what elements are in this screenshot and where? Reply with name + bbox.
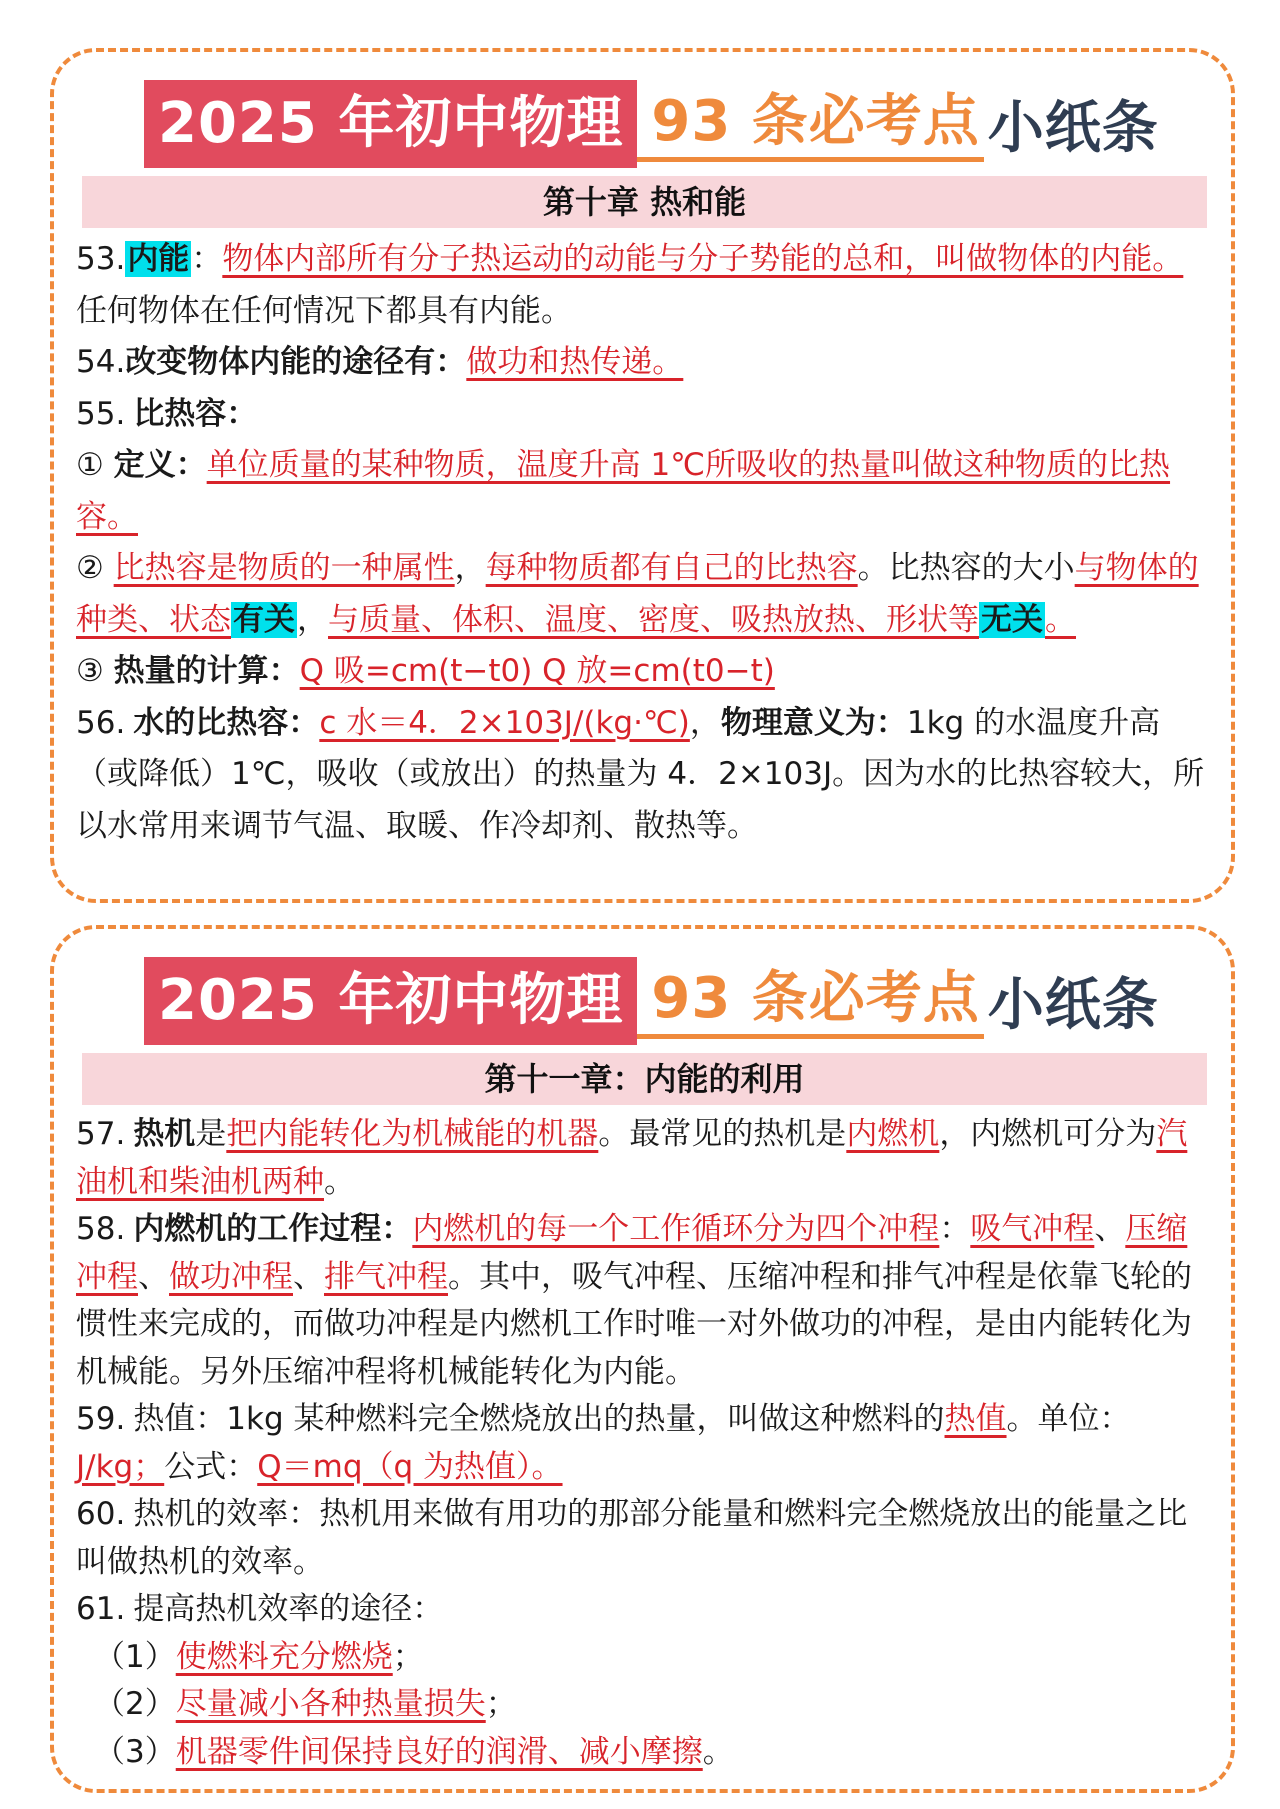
- list-marker: （2）: [94, 1686, 176, 1722]
- red-text: 尽量减小各种热量损失: [175, 1686, 486, 1722]
- answer-text: 做功和热传递。: [466, 344, 684, 380]
- item-number: 58.: [76, 1211, 126, 1247]
- item-61-2: [76, 1681, 1211, 1729]
- red-text: 与质量、体积、温度、密度、吸热放热、形状等: [328, 601, 979, 638]
- chapter-heading: 第十一章：内能的利用: [82, 1053, 1207, 1105]
- item-number: 53.: [76, 241, 126, 277]
- term-calorific-value: 热值: [944, 1401, 1007, 1437]
- banner-orange-part: 93 条必考点: [637, 964, 983, 1039]
- definition-specific-heat: 单位质量的某种物质，温度升高 1℃所吸收的热量叫做这种物质的比热容。: [76, 447, 1171, 535]
- text-note: 热机的效率：热机用来做有用功的那部分能量和燃料完全燃烧放出的能量之比叫做热机的效率。: [76, 1496, 1188, 1580]
- item-number: 61.: [76, 1591, 126, 1627]
- item-56: [76, 698, 1211, 853]
- item-number: 57.: [76, 1116, 126, 1152]
- definition-internal-energy: 物体内部所有分子热运动的动能与分子势能的总和，叫做物体的内能。: [222, 241, 1184, 277]
- item-53: [76, 234, 1211, 337]
- banner-dark-part: 小纸条: [987, 96, 1159, 161]
- item-54: [76, 337, 1211, 389]
- item-55-3: [76, 646, 1211, 698]
- circled-number: ①: [76, 447, 104, 483]
- separator: ，: [689, 704, 721, 741]
- text-note: 任何物体在任何情况下都具有内能。: [76, 292, 572, 329]
- sub-label: 物理意义为：: [720, 704, 907, 741]
- end-mark: 。: [702, 1733, 734, 1770]
- item-59: [76, 1396, 1211, 1491]
- end-mark: 。: [1045, 601, 1076, 638]
- red-text: 机器零件间保持良好的润滑、减小摩擦: [175, 1733, 703, 1770]
- item-61-1: [76, 1634, 1211, 1682]
- chapter-content: [76, 1111, 1211, 1776]
- item-title: 内燃机的工作过程：: [133, 1211, 413, 1247]
- list-marker: （3）: [94, 1733, 176, 1770]
- text-note: 公式：: [164, 1448, 258, 1485]
- item-title: 比热容：: [133, 395, 258, 432]
- text-note: ，内燃机可分为: [939, 1116, 1157, 1152]
- separator: ，: [454, 550, 486, 586]
- chapter-content: [76, 234, 1211, 852]
- stroke-power: 做功冲程: [169, 1258, 293, 1295]
- note-card-chapter-10: [50, 48, 1235, 903]
- item-61: [76, 1586, 1211, 1634]
- text-note: 。其中，吸气冲程、压缩冲程和排气冲程是依靠飞轮的惯性来完成的，而做功冲程是内燃机工作时唯一对外做功的冲程，是由内能转化为机械能。另外压缩冲程将机械能转化为内能。: [76, 1258, 1192, 1390]
- term-internal-energy: 内能: [127, 241, 190, 277]
- definition-heat-engine: 把内能转化为机械能的机器: [226, 1116, 599, 1152]
- water-specific-heat-value: c 水＝4．2×103J/(kg·℃): [319, 704, 690, 741]
- red-text: 比热容是物质的一种属性: [113, 550, 455, 586]
- formula-calorific: Q＝mq（q 为热值）。: [257, 1448, 563, 1485]
- highlight-unrelated: 无关: [981, 601, 1043, 638]
- end-mark: ；: [485, 1686, 517, 1722]
- circled-number: ②: [76, 550, 104, 586]
- note-card-chapter-11: [50, 925, 1235, 1793]
- item-61-3: [76, 1729, 1211, 1777]
- red-text: 每种物质都有自己的比热容: [485, 550, 858, 586]
- text-note: 。比热容的大小: [857, 550, 1075, 586]
- item-title: 水的比热容：: [133, 704, 320, 741]
- banner-title: [144, 957, 1159, 1045]
- separator: ，: [297, 601, 328, 638]
- banner-title: [144, 80, 1159, 168]
- red-text: 使燃料充分燃烧: [175, 1638, 393, 1675]
- item-number: 56.: [76, 704, 126, 741]
- item-60: [76, 1491, 1211, 1586]
- formula-heat: Q 吸=cm(t−t0) Q 放=cm(t0−t): [299, 653, 775, 689]
- separator: 、: [138, 1258, 169, 1295]
- item-title: 改变物体内能的途径有：: [125, 344, 467, 380]
- highlight-related: 有关: [233, 601, 295, 638]
- item-number: 54.: [76, 344, 126, 380]
- item-57: [76, 1111, 1211, 1206]
- unit-text: J/kg；: [76, 1448, 165, 1485]
- end-mark: ；: [392, 1638, 424, 1675]
- item-55: [76, 389, 1211, 441]
- stroke-intake: 吸气冲程: [970, 1211, 1095, 1247]
- text-note: 。单位：: [1006, 1401, 1131, 1437]
- banner-red-part: 2025 年初中物理: [144, 80, 637, 168]
- item-55-2: [76, 543, 1211, 646]
- red-text: 与物体的种类、状态: [76, 550, 1199, 638]
- separator: 、: [293, 1258, 324, 1295]
- text-note: 热值：1kg 某种燃料完全燃烧放出的热量，叫做这种燃料的: [133, 1401, 945, 1437]
- sub-label: 定义：: [113, 447, 207, 483]
- item-number: 60.: [76, 1496, 126, 1532]
- item-55-1: [76, 440, 1211, 543]
- banner-red-part: 2025 年初中物理: [144, 957, 637, 1045]
- text-note: 。最常见的热机是: [598, 1116, 847, 1152]
- term-heat-engine: 热机: [133, 1116, 196, 1152]
- banner-orange-part: 93 条必考点: [637, 87, 983, 162]
- stroke-exhaust: 排气冲程: [324, 1258, 448, 1295]
- text-note: 是: [195, 1116, 227, 1152]
- circled-number: ③: [76, 653, 104, 689]
- item-number: 59.: [76, 1401, 126, 1437]
- separator: 、: [1094, 1211, 1126, 1247]
- item-number: 55.: [76, 395, 126, 432]
- list-marker: （1）: [94, 1638, 176, 1675]
- end-mark: 。: [324, 1163, 355, 1200]
- colon: ：: [191, 241, 223, 277]
- red-text: 内燃机: [846, 1116, 940, 1152]
- text-note: 1kg 的水温度升高（或降低）1℃，吸收（或放出）的热量为 4．2×103J。因为水的比热容较大，所以水常用来调节气温、取暖、作冷却剂、散热等。: [76, 704, 1205, 844]
- chapter-heading: 第十章 热和能: [82, 176, 1207, 228]
- item-58: [76, 1206, 1211, 1396]
- banner-dark-part: 小纸条: [987, 973, 1159, 1038]
- red-text: 汽油机和柴油机两种: [76, 1116, 1188, 1200]
- red-text: 内燃机的每一个工作循环分为四个冲程: [412, 1211, 940, 1247]
- item-title: 提高热机效率的途径：: [133, 1591, 444, 1627]
- stroke-compression: 压缩冲程: [76, 1211, 1188, 1295]
- sub-label: 热量的计算：: [113, 653, 300, 689]
- colon: ：: [939, 1211, 971, 1247]
